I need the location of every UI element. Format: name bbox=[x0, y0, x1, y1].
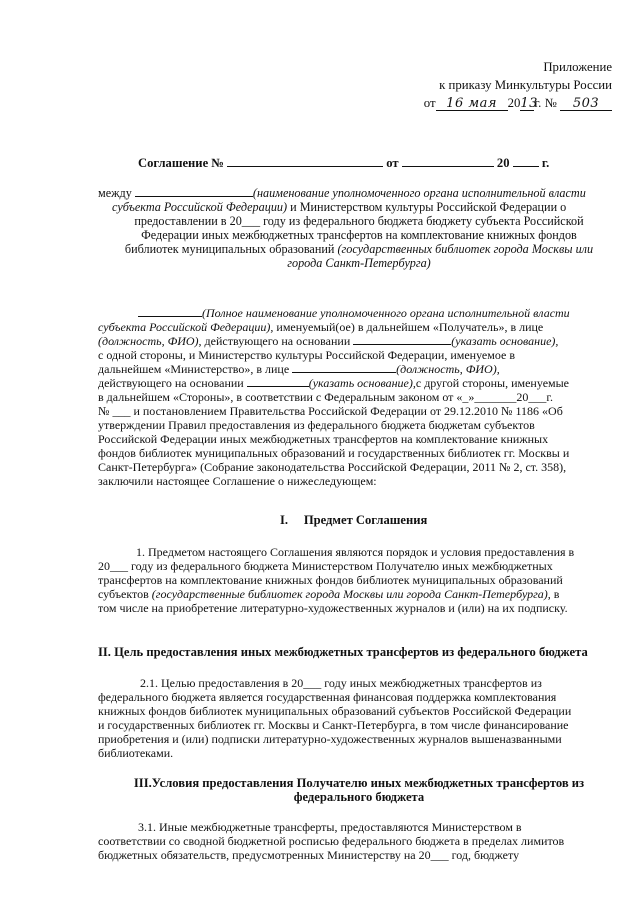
preamble-line-8: № ___ и постановлением Правительства Российской Федерации от 29.12.2010 № 1186 «Об bbox=[98, 404, 563, 418]
preamble-line-13: заключили настоящее Соглашение о нижеследующем: bbox=[98, 474, 377, 488]
preamble-placeholder-2: субъекта Российской Федерации), bbox=[98, 320, 274, 334]
date-year-suffix: г. № bbox=[534, 96, 557, 110]
section-3-line-1: 3.1. Иные межбюджетные трансферты, предоставляются Министерством в bbox=[138, 820, 522, 834]
between-line-5 bbox=[98, 242, 620, 256]
handwritten-date: 16 мая bbox=[436, 98, 508, 111]
preamble-line-1 bbox=[98, 306, 616, 320]
agreement-year-blank bbox=[513, 156, 539, 167]
preamble-line-5 bbox=[98, 362, 616, 376]
agreement-number-blank bbox=[227, 156, 383, 167]
between-city: города Санкт-Петербурга) bbox=[287, 256, 431, 270]
section-3-heading-line-1: III.Условия предоставления Получателю иных межбюджетных трансфертов из bbox=[133, 776, 585, 790]
between-blank bbox=[135, 186, 253, 197]
between-line-6 bbox=[98, 256, 620, 270]
between-libraries: библиотек муниципальных образований bbox=[124, 242, 335, 256]
date-prefix: от bbox=[423, 96, 436, 110]
preamble-blank-1 bbox=[138, 306, 202, 317]
section-1-in: в bbox=[553, 587, 560, 601]
section-1-title: Предмет Соглашения bbox=[303, 513, 428, 527]
date-year-prefix: 20 bbox=[507, 96, 521, 110]
preamble-placeholder-5: (должность, ФИО), bbox=[396, 362, 500, 376]
section-1-number: I. bbox=[280, 513, 289, 527]
section-3-heading bbox=[98, 776, 620, 804]
preamble-line-9: утверждении Правил предоставления из федерального бюджета бюджетам субъектов bbox=[98, 418, 535, 432]
section-2-line-6: библиотеками. bbox=[98, 746, 174, 760]
preamble-text-6b: с другой стороны, именуемые bbox=[415, 376, 570, 390]
preamble-text-6: действующего на основании bbox=[98, 376, 244, 390]
section-1-subjects: субъектов bbox=[98, 587, 149, 601]
preamble-placeholder-1: (Полное наименование уполномоченного органа исполнительной власти bbox=[202, 306, 570, 320]
agreement-year-suffix: г. bbox=[541, 156, 550, 170]
between-subject-placeholder: субъекта Российской Федерации) bbox=[112, 200, 288, 214]
section-3-heading-line-2: федерального бюджета bbox=[293, 790, 425, 804]
section-3-line-2: соответствии со сводной бюджетной росписью федерального бюджета в пределах лимитов bbox=[98, 834, 565, 848]
section-2-line-2: федерального бюджета является государственная финансовая поддержка комплектования bbox=[98, 690, 557, 704]
between-placeholder: (наименование уполномоченного органа исполнительной власти bbox=[252, 186, 586, 200]
agreement-date-blank bbox=[402, 156, 494, 167]
between-line-4: Федерации иных межбюджетных трансфертов на комплектование книжных фондов bbox=[141, 228, 577, 242]
appendix-order-ref: к приказу Минкультуры России bbox=[439, 78, 612, 92]
appendix-header bbox=[352, 58, 612, 112]
preamble-line-10: Российской Федерации иных межбюджетных трансфертов на комплектование книжных bbox=[98, 432, 549, 446]
preamble-line-4: с одной стороны, и Министерство культуры Российской Федерации, именуемое в bbox=[98, 348, 515, 362]
preamble-line-3 bbox=[98, 334, 616, 348]
section-2-line-4: и государственных библиотек гг. Москвы и Санкт-Петербурга, в том числе финансирование bbox=[98, 718, 569, 732]
preamble-blank-5 bbox=[292, 362, 396, 373]
section-1-line-2: 20___ году из федерального бюджета Министерством Получателю иных межбюджетных bbox=[98, 559, 553, 573]
between-ministry: и Министерством культуры Российской Федерации о bbox=[290, 200, 567, 214]
section-1-heading bbox=[280, 513, 427, 527]
section-1-line-4 bbox=[98, 587, 616, 601]
preamble-line-11: фондов библиотек муниципальных образований и государственных библиотек гг. Москвы и bbox=[98, 446, 570, 460]
section-1-paragraph bbox=[98, 545, 616, 615]
between-line-3: предоставлении в 20___ году из федерального бюджета бюджету субъекта Российской bbox=[134, 214, 584, 228]
appendix-date-line bbox=[352, 94, 612, 112]
preamble-blank-3 bbox=[353, 334, 451, 345]
preamble-line-6 bbox=[98, 376, 616, 390]
agreement-word: Соглашение № bbox=[138, 156, 224, 170]
agreement-from: от bbox=[386, 156, 399, 170]
preamble-placeholder-6: (указать основание), bbox=[308, 376, 416, 390]
preamble-line-2 bbox=[98, 320, 616, 334]
section-2-heading: II. Цель предоставления иных межбюджетных трансфертов из федерального бюджета bbox=[98, 645, 588, 659]
preamble-blank-6 bbox=[247, 376, 309, 387]
between-word: между bbox=[98, 186, 132, 200]
agreement-title bbox=[138, 156, 549, 170]
section-2-line-5: приобретения и (или) подписки литературно-художественных журналов вышеназванными bbox=[98, 732, 562, 746]
handwritten-year: 13 bbox=[520, 96, 538, 111]
between-line-1 bbox=[98, 186, 620, 200]
section-1-placeholder: (государственные библиотек города Москвы или города Санкт-Петербурга), bbox=[151, 587, 551, 601]
section-3-paragraph bbox=[98, 820, 616, 862]
preamble-text-3: действующего на основании bbox=[204, 334, 351, 348]
between-state-libraries: (государственных библиотек города Москвы или bbox=[337, 242, 594, 256]
agreement-year: 20 bbox=[496, 156, 510, 170]
appendix-title: Приложение bbox=[543, 60, 612, 74]
section-1-line-5: том числе на приобретение литературно-художественных журналов и (или) на их подписку. bbox=[98, 601, 568, 615]
preamble-text-2: именуемый(ое) в дальнейшем «Получатель», в лице bbox=[276, 320, 544, 334]
preamble-placeholder-3: (должность, ФИО), bbox=[98, 334, 202, 348]
preamble-placeholder-3b: (указать основание), bbox=[451, 334, 559, 348]
preamble-text-5: дальнейшем «Министерство», в лице bbox=[98, 362, 290, 376]
section-2-paragraph bbox=[98, 676, 616, 760]
section-3-line-3: бюджетных обязательств, предусмотренных Министерству на 20___ год, бюджету bbox=[98, 848, 520, 862]
preamble-paragraph bbox=[98, 306, 616, 488]
preamble-line-12: Санкт-Петербурга» (Собрание законодательства Российской Федерации, 2011 № 2, ст. 358), bbox=[98, 460, 567, 474]
section-1-line-3: трансфертов на комплектование книжных фондов библиотек муниципальных образований bbox=[98, 573, 563, 587]
section-2-line-3: книжных фондов библиотек муниципальных образований субъектов Российской Федерации bbox=[98, 704, 572, 718]
section-1-line-1: 1. Предметом настоящего Соглашения являются порядок и условия предоставления в bbox=[136, 545, 575, 559]
handwritten-order-number: 503 bbox=[560, 98, 612, 111]
between-line-2 bbox=[98, 200, 620, 214]
agreement-subject-block bbox=[98, 186, 620, 270]
preamble-line-7: в дальнейшем «Стороны», в соответствии с Федеральным законом от «_»_______20___г. bbox=[98, 390, 553, 404]
section-2-line-1: 2.1. Целью предоставления в 20___ году иных межбюджетных трансфертов из bbox=[140, 676, 542, 690]
